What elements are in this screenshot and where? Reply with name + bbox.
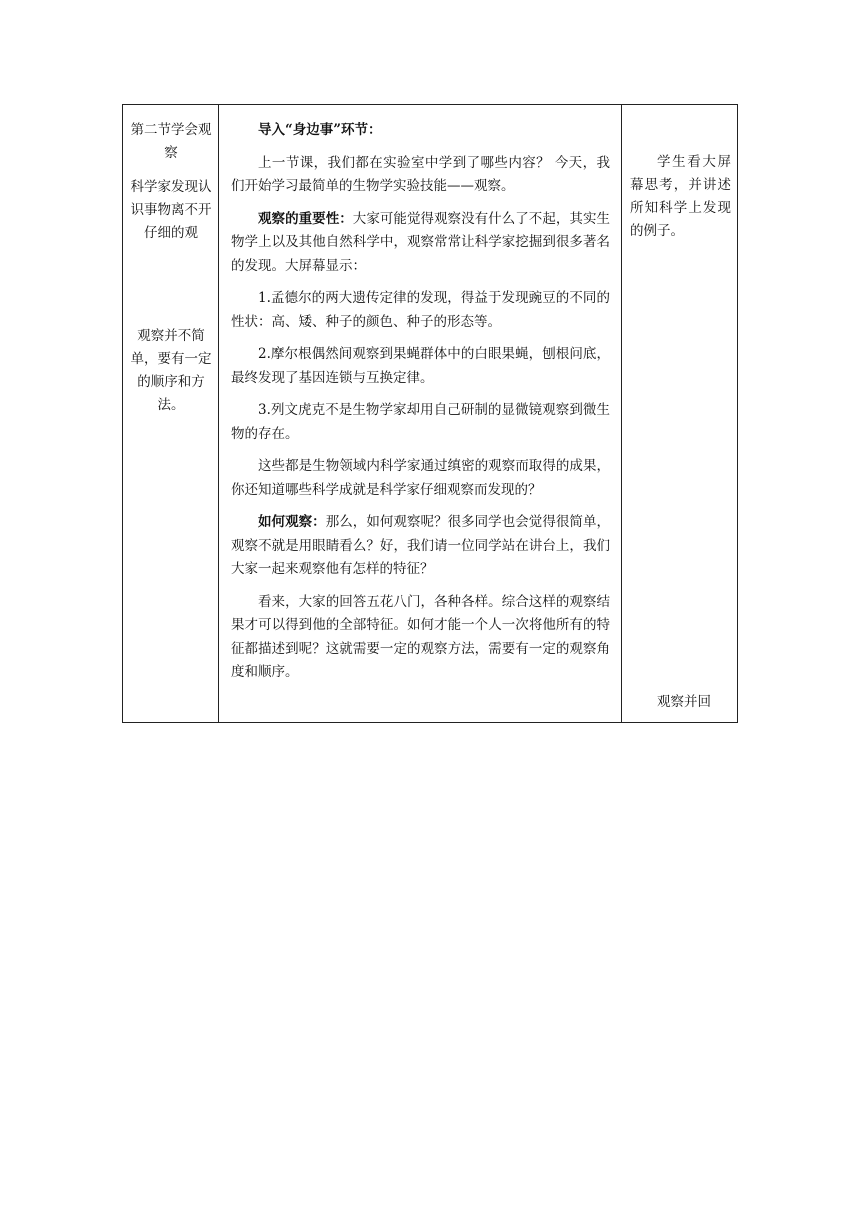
teaching-point-2: 观察并不简单，要有一定的顺序和方法。 (130, 328, 212, 413)
student-activity-2: 观察并回 (657, 694, 711, 710)
paragraph (231, 208, 610, 279)
section-title: 第二节学会观察 (130, 122, 212, 161)
how-text: 那么，如何观察呢？很多同学也会觉得很简单，观察不就是用眼睛看么？好，我们请一位同学站在讲台上，我们大家一起来观察他有怎样的特征？ (231, 514, 611, 577)
example-item-3: 3.列文虎克不是生物学家却用自己研制的显微镜观察到微生物的存在。 (231, 402, 610, 442)
paragraph (231, 511, 610, 582)
importance-label: 观察的重要性： (258, 210, 353, 227)
paragraph: 这些都是生物领域内科学家通过缜密的观察而取得的成果，你还知道哪些科学成就是科学家仔细观察而发现的？ (231, 458, 610, 498)
teaching-point-1: 科学家发现认识事物离不开仔细的观 (130, 179, 212, 241)
paragraph: 上一节课，我们都在实验室中学到了哪些内容？ 今天，我们开始学习最简单的生物学实验技能——观察。 (231, 154, 610, 194)
content-column (123, 105, 219, 722)
importance-text: 大家可能觉得观察没有什么了不起，其实生物学上以及其他自然科学中，观察常常让科学家挖掘到很多著名的发现。大屏幕显示： (231, 210, 611, 274)
teacher-activity-column (219, 105, 622, 722)
student-activity-column (622, 105, 739, 722)
example-item-1: 1.孟德尔的两大遗传定律的发现，得益于发现豌豆的不同的性状：高、矮、种子的颜色、种子的形态等。 (231, 290, 610, 330)
example-item-2: 2.摩尔根偶然间观察到果蝇群体中的白眼果蝇，刨根问底，最终发现了基因连锁与互换定律。 (231, 346, 610, 386)
student-activity-1: 学生看大屏幕思考，并讲述所知科学上发现的例子。 (630, 154, 731, 239)
intro-heading: 导入“身边事”环节： (258, 122, 382, 138)
paragraph: 看来，大家的回答五花八门，各种各样。综合这样的观察结果才可以得到他的全部特征。如何才能一个人一次将他所有的特征都描述到呢？这就需要一定的观察方法，需要有一定的观察角度和顺序。 (231, 593, 610, 680)
lesson-plan-table (122, 104, 738, 723)
how-label: 如何观察： (258, 514, 326, 530)
